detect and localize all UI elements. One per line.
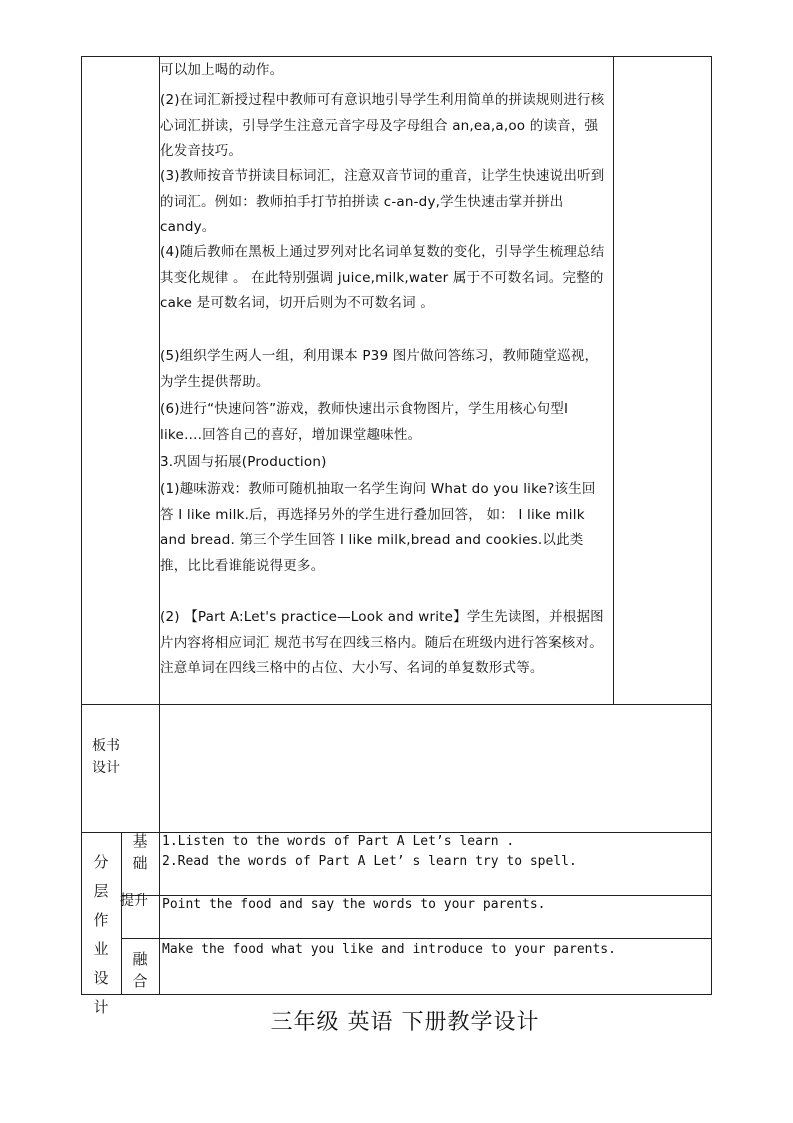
column-divider <box>613 56 614 704</box>
homework-item: 1.Listen to the words of Part A Let’s learn . <box>162 834 515 849</box>
section-divider <box>81 704 712 705</box>
process-paragraph: (6)进行“快速问答”游戏，教师快速出示食物图片，学生用核心句型I like….回答自己的喜好，增加课堂趣味性。 <box>160 401 569 443</box>
process-paragraph: 可以加上喝的动作。 <box>160 62 284 78</box>
process-paragraph: (2)在词汇新授过程中教师可有意识地引导学生利用简单的拼读规则进行核心词汇拼读，引导学生注意元音字母及字母组合 an,ea,a,oo 的读音，强化发音技巧。 <box>160 92 605 159</box>
process-paragraph: (4)随后教师在黑板上通过罗列对比名词单复数的变化，引导学生梳理总结其变化规律 。 在此特别强调 juice,milk,water 属于不可数名词。完整的 cake 是可数名词，切开后则为不可数名词 。 <box>160 244 605 311</box>
row-divider <box>121 938 712 939</box>
homework-label: 分层作业设计 <box>93 853 109 1016</box>
table-left-border <box>81 56 82 995</box>
table-right-border <box>711 56 712 995</box>
document-footer-title: 三年级 英语 下册教学设计 <box>270 1010 540 1035</box>
board-design-label: 板书设计 <box>92 738 120 776</box>
process-paragraph: (1)趣味游戏：教师可随机抽取一名学生询问 What do you like?该生回答 I like milk.后，再选择另外的学生进行叠加回答， 如： I like milk and bread. 第三个学生回答 I like milk,bread and cookies.以此类推，比比看谁能说得更多。 <box>160 481 596 574</box>
process-paragraph: (5)组织学生两人一组，利用课本 P39 图片做问答练习，教师随堂巡视，为学生提供帮助。 <box>160 348 599 390</box>
homework-level-improve: 提升 <box>120 893 148 909</box>
row-divider <box>121 895 712 896</box>
homework-level-basic: 基础 <box>132 832 148 872</box>
process-paragraph: (2) 【Part A:Let's practice—Look and write】学生先读图，并根据图片内容将相应词汇 规范书写在四线三格内。随后在班级内进行答案核对。注意单词在四线三格中的占位、大小写、名词的单复数形式等。 <box>160 609 604 676</box>
section-heading: 3.巩固与拓展(Production) <box>160 454 327 470</box>
table-top-border <box>81 56 712 57</box>
homework-item: Point the food and say the words to your parents. <box>162 897 546 912</box>
column-divider <box>121 832 122 994</box>
process-paragraph: (3)教师按音节拼读目标词汇，注意双音节词的重音，让学生快速说出听到的词汇。例如：教师拍手打节拍拼读 c-an-dy,学生快速击掌并拼出 candy。 <box>160 168 605 235</box>
homework-item: 2.Read the words of Part A Let’ s learn try to spell. <box>162 854 577 869</box>
table-bottom-border <box>81 994 712 995</box>
column-divider <box>159 832 160 994</box>
homework-level-integrate: 融合 <box>132 950 148 990</box>
homework-item: Make the food what you like and introduce to your parents. <box>162 942 616 957</box>
section-divider <box>81 832 712 833</box>
